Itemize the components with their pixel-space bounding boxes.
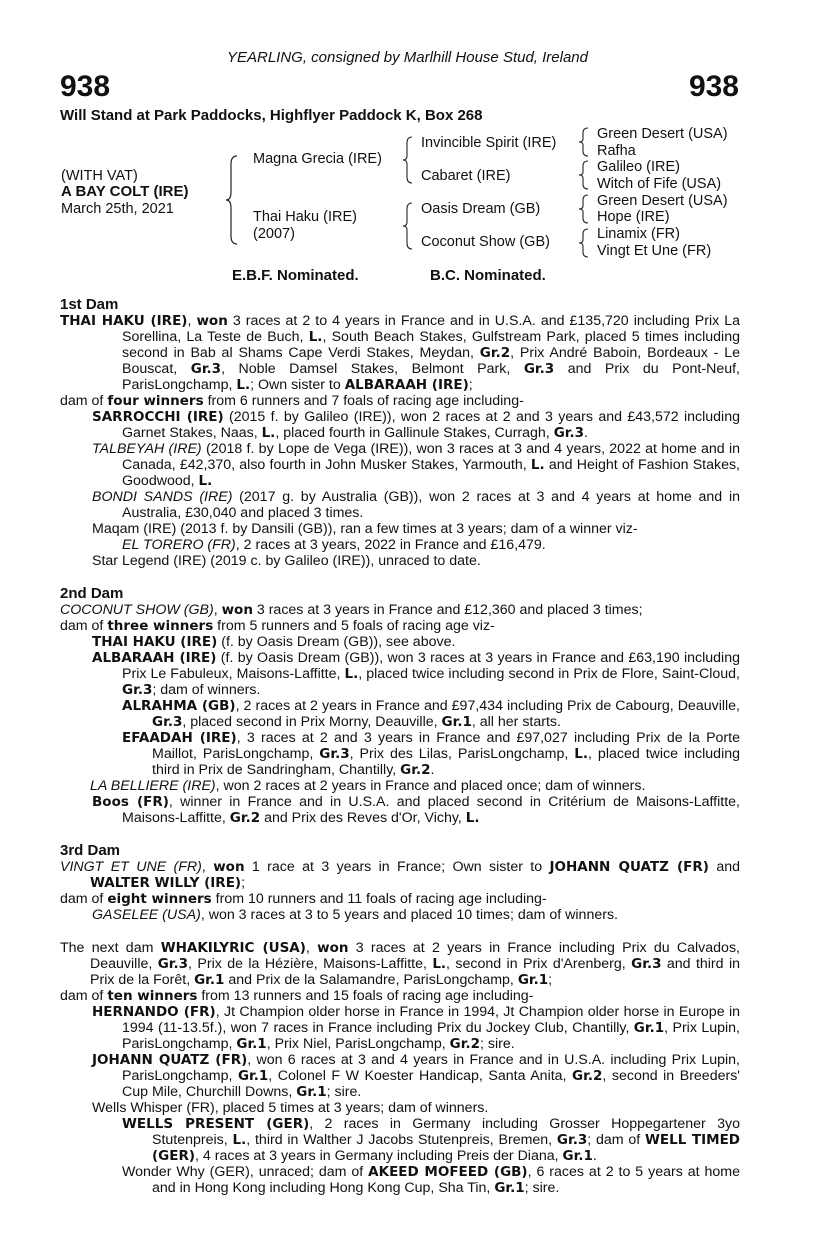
list-item: JOHANN QUATZ (FR), won 6 races at 3 and 4 years in France and in U.S.A. including Prix Lupin, ParisLongchamp, Gr.1, Colonel F W Koester Handicap, Santa Anita, Gr.2, second in Breeders' Cup Mile, Churchill Downs, Gr.1; sire.	[92, 1052, 741, 1100]
second-dam-heading: 2nd Dam	[60, 585, 124, 602]
pedigree-sire-sire: Invincible Spirit (IRE)	[421, 135, 557, 151]
pedigree-sdd: Witch of Fife (USA)	[597, 176, 722, 192]
catalogue-body	[60, 297, 740, 1196]
second-dam-paragraph: COCONUT SHOW (GB), won 3 races at 3 years in France and £12,360 and placed 3 times;	[60, 602, 643, 618]
list-item: Wonder Why (GER), unraced; dam of AKEED MOFEED (GB), 6 races at 2 to 5 years at home and in Hong Kong including Hong Kong Cup, Sha Tin, Gr.1; sire.	[122, 1164, 740, 1196]
third-dam-paragraph: VINGT ET UNE (FR), won 1 race at 3 years in France; Own sister to JOHANN QUATZ (FR) and WALTER WILLY (IRE);	[60, 859, 741, 891]
consignment-line: YEARLING, consigned by Marlhill House Stud, Ireland	[226, 49, 588, 66]
bc-nominated: B.C. Nominated.	[430, 267, 546, 284]
list-item: Boos (FR), winner in France and in U.S.A. and placed second in Critérium de Maisons-Laffitte, Maisons-Laffitte, Gr.2 and Prix des Reves d'Or, Vichy, L.	[92, 794, 740, 826]
pedigree-brace-sire	[402, 134, 418, 186]
pedigree-dam: Thai Haku (IRE)	[253, 209, 357, 225]
first-dam-name: THAI HAKU (IRE)	[60, 313, 188, 329]
list-item: WELLS PRESENT (GER), 2 races in Germany including Grosser Hoppegartener 3yo Stutenpreis, L., third in Walther J Jacobs Stutenpreis, Bremen, Gr.3; dam of WELL TIMED (GER), 4 races at 3 years in Germany including Preis der Diana, Gr.1.	[122, 1116, 740, 1164]
pedigree-dam-sire: Oasis Dream (GB)	[421, 201, 541, 217]
list-item: THAI HAKU (IRE) (f. by Oasis Dream (GB)), see above.	[92, 634, 456, 650]
horse-name: A BAY COLT (IRE)	[61, 183, 189, 200]
pedigree-brace-dam	[402, 200, 418, 252]
first-dam-paragraph: THAI HAKU (IRE), won 3 races at 2 to 4 years in France and in U.S.A. and £135,720 including Prix La Sorellina, La Teste de Buch, L., South Beach Stakes, Gulfstream Park, placed 5 times including second in Bab al Shams Cape Verdi Stakes, Meydan, Gr.2, Prix André Baboin, Bordeaux - Le Bouscat, Gr.3, Noble Damsel Stakes, Belmont Park, Gr.3 and Prix du Pont-Neuf, ParisLongchamp, L.; Own sister to ALBARAAH (IRE);	[60, 313, 741, 393]
second-dam-produce-summary: dam of three winners from 5 runners and 5 foals of racing age viz-	[60, 618, 495, 634]
list-item: EL TORERO (FR), 2 races at 3 years, 2022 in France and £16,479.	[122, 537, 546, 553]
ebf-nominated: E.B.F. Nominated.	[232, 267, 359, 284]
pedigree-ssd: Rafha	[597, 143, 636, 159]
next-dam-produce-summary: dam of ten winners from 13 runners and 15 foals of racing age including-	[60, 988, 534, 1004]
next-dam-paragraph: The next dam WHAKILYRIC (USA), won 3 races at 2 years in France including Prix du Calvados, Deauville, Gr.3, Prix de la Hézière, Maisons-Laffitte, L., second in Prix d'Arenberg, Gr.3 and third in Prix de la Forêt, Gr.1 and Prix de la Salamandre, ParisLongchamp, Gr.1;	[60, 940, 740, 988]
list-item: EFAADAH (IRE), 3 races at 2 and 3 years in France and £97,027 including Prix de la Porte Maillot, ParisLongchamp, Gr.3, Prix des Lilas, ParisLongchamp, L., placed twice including third in Prix de Sandringham, Chantilly, Gr.2.	[122, 730, 740, 778]
pedigree-sire-dam: Cabaret (IRE)	[421, 168, 511, 184]
third-dam-heading: 3rd Dam	[60, 842, 121, 859]
pedigree-sds: Galileo (IRE)	[597, 159, 680, 175]
first-dam-produce-summary: dam of four winners from 6 runners and 7 foals of racing age including-	[60, 393, 524, 409]
pedigree-brace-ds	[578, 192, 594, 226]
first-dam-heading: 1st Dam	[60, 296, 119, 313]
list-item: Maqam (IRE) (2013 f. by Dansili (GB)), ran a few times at 3 years; dam of a winner viz-	[92, 521, 638, 537]
pedigree-brace-sd	[578, 158, 594, 192]
list-item: BONDI SANDS (IRE) (2017 g. by Australia (GB)), won 2 races at 3 and 4 years at home and in Australia, £30,040 and placed 3 times.	[92, 489, 740, 521]
third-dam-produce-summary: dam of eight winners from 10 runners and 11 foals of racing age including-	[60, 891, 547, 907]
pedigree-dam-dam: Coconut Show (GB)	[421, 234, 550, 250]
pedigree-dds: Linamix (FR)	[597, 226, 680, 242]
list-item: Wells Whisper (FR), placed 5 times at 3 years; dam of winners.	[92, 1100, 489, 1116]
pedigree-sire: Magna Grecia (IRE)	[253, 151, 382, 167]
stand-location: Will Stand at Park Paddocks, Highflyer Paddock K, Box 268	[60, 107, 483, 124]
pedigree-brace-main	[225, 150, 255, 250]
list-item: GASELEE (USA), won 3 races at 3 to 5 years and placed 10 times; dam of winners.	[92, 907, 618, 923]
list-item: ALBARAAH (IRE) (f. by Oasis Dream (GB)), won 3 races at 3 years in France and £63,190 including Prix Le Fabuleux, Maisons-Laffitte, L., placed twice including second in Prix de Flore, Saint-Cloud, Gr.3; dam of winners.	[92, 650, 740, 698]
lot-number-left: 938	[60, 70, 111, 103]
list-item: TALBEYAH (IRE) (2018 f. by Lope de Vega (IRE)), won 3 races at 3 and 4 years, 2022 at home and in Canada, £42,370, also fourth in John Musker Stakes, Yarmouth, L. and Height of Fashion Stakes, Goodwood, L.	[92, 441, 741, 489]
pedigree-sss: Green Desert (USA)	[597, 126, 728, 142]
horse-dob: March 25th, 2021	[61, 201, 174, 217]
lot-number-right: 938	[688, 70, 739, 103]
pedigree-dss: Green Desert (USA)	[597, 193, 728, 209]
pedigree-dsd: Hope (IRE)	[597, 209, 670, 225]
pedigree-brace-ss	[578, 125, 594, 159]
list-item: LA BELLIERE (IRE), won 2 races at 2 years in France and placed once; dam of winners.	[90, 778, 646, 794]
vat-note: (WITH VAT)	[61, 168, 138, 184]
list-item: SARROCCHI (IRE) (2015 f. by Galileo (IRE)), won 2 races at 2 and 3 years and £43,572 including Garnet Stakes, Naas, L., placed fourth in Gallinule Stakes, Curragh, Gr.3.	[92, 409, 740, 441]
list-item: Star Legend (IRE) (2019 c. by Galileo (IRE)), unraced to date.	[92, 553, 481, 569]
pedigree-ddd: Vingt Et Une (FR)	[597, 243, 712, 259]
first-dam-sister: ALBARAAH (IRE)	[344, 377, 469, 393]
pedigree-dam-year: (2007)	[253, 226, 295, 242]
pedigree-brace-dd	[578, 226, 594, 260]
list-item: ALRAHMA (GB), 2 races at 2 years in France and £97,434 including Prix de Cabourg, Deauville, Gr.3, placed second in Prix Morny, Deauville, Gr.1, all her starts.	[122, 698, 740, 730]
list-item: HERNANDO (FR), Jt Champion older horse in France in 1994, Jt Champion older horse in Europe in 1994 (11-13.5f.), won 7 races in France including Prix du Jockey Club, Chantilly, Gr.1, Prix Lupin, ParisLongchamp, Gr.1, Prix Niel, ParisLongchamp, Gr.2; sire.	[92, 1004, 740, 1052]
